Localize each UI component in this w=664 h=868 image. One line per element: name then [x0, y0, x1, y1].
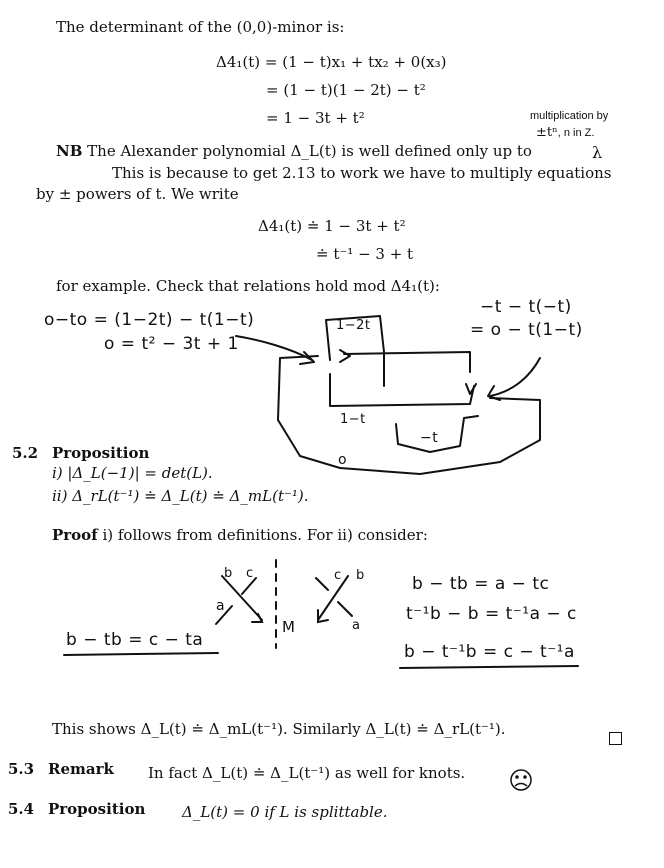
label-minus-t: −t	[420, 430, 439, 446]
arrow-mid-head	[340, 350, 350, 362]
label-o: o	[338, 452, 348, 468]
det-line-3: = 1 − 3t + t²	[266, 109, 365, 127]
det-line-1: Δ4₁(t) = (1 − t)x₁ + tx₂ + 0(x₃)	[216, 53, 447, 71]
qed-box-icon	[609, 732, 622, 745]
prop52-part-i: i) |Δ_L(−1)| = det(L).	[52, 464, 213, 482]
crossing-left-b: b	[224, 566, 233, 581]
nb-line-3: by ± powers of t. We write	[36, 185, 239, 203]
knot-strand-inner	[330, 374, 474, 406]
lambda-symbol: λ	[592, 143, 603, 162]
sad-face-icon	[511, 770, 531, 790]
crossing-right-b: b	[356, 568, 365, 583]
crossing-left-a: a	[216, 598, 226, 614]
label-1-t: 1−t	[340, 412, 366, 427]
shows-line: This shows Δ_L(t) ≐ Δ_mL(t⁻¹). Similarly Δ_L(t) ≐ Δ_rL(t⁻¹).	[52, 720, 506, 738]
margin-note-suffix: , n in Z.	[557, 127, 595, 139]
crossing-right-a: a	[352, 618, 361, 633]
underline-left-eq	[64, 653, 218, 655]
hand-eq-1: o−to = (1−2t) − t(1−t)	[44, 310, 255, 330]
knot-strand-upper	[344, 352, 470, 372]
det-line-2: = (1 − t)(1 − 2t) − t²	[266, 81, 426, 99]
approx-line-2: ≐ t⁻¹ − 3 + t	[316, 245, 414, 263]
nb-text: The Alexander polynomial Δ_L(t) is well defined only up to	[87, 142, 532, 160]
hand-eq-2: o = t² − 3t + 1	[104, 334, 239, 354]
check-text: for example. Check that relations hold mod Δ4₁(t):	[56, 277, 440, 295]
margin-note-tn: ±tⁿ	[536, 125, 558, 140]
hand-eq-3: −t − t(−t)	[480, 297, 572, 317]
proof-label: Proof	[52, 526, 98, 544]
crossing-right-under-top	[316, 578, 328, 590]
prop52-number: 5.2	[12, 444, 39, 462]
crossing-eq-r1: b − tb = a − tc	[412, 574, 550, 594]
approx-line-1: Δ4₁(t) ≐ 1 − 3t + t²	[258, 217, 406, 235]
nb-line-2: This is because to get 2.13 to work we have to multiply equations	[112, 164, 612, 182]
proof-line	[52, 526, 428, 544]
crossing-right-over	[318, 576, 348, 620]
proof-text: i) follows from definitions. For ii) consider:	[102, 526, 428, 544]
crossing-eq-r2: t⁻¹b − b = t⁻¹a − c	[406, 604, 577, 624]
crossing-left-c: c	[246, 566, 254, 581]
prop52-title: Proposition	[52, 444, 150, 462]
crossing-right-c: c	[334, 568, 342, 583]
margin-note-line1: multiplication by	[530, 110, 609, 122]
crossing-eq-left: b − tb = c − ta	[66, 630, 204, 650]
mirror-label: M	[282, 618, 296, 636]
prop54-number: 5.4	[8, 800, 35, 818]
crossing-right-under-bottom	[338, 602, 352, 616]
label-1-2t: 1−2t	[336, 318, 371, 333]
arrow-down-head	[466, 384, 476, 394]
nb-label: NB	[56, 142, 83, 160]
underline-right-eq	[400, 666, 578, 668]
prop52-part-ii: ii) Δ_rL(t⁻¹) ≐ Δ_L(t) ≐ Δ_mL(t⁻¹).	[52, 487, 309, 505]
hand-eq-4: = o − t(1−t)	[470, 320, 583, 340]
remark53-text: In fact Δ_L(t) ≐ Δ_L(t⁻¹) as well for knots.	[148, 764, 466, 782]
crossing-eq-r3: b − t⁻¹b = c − t⁻¹a	[404, 642, 575, 662]
intro-text: The determinant of the (0,0)-minor is:	[56, 18, 345, 36]
prop54-text: Δ_L(t) = 0 if L is splittable.	[182, 803, 388, 821]
remark53-title: Remark	[48, 760, 114, 778]
remark53-number: 5.3	[8, 760, 35, 778]
prop54-title: Proposition	[48, 800, 146, 818]
arrow-right	[490, 358, 540, 396]
knot-strand-outer	[278, 356, 540, 474]
crossing-left-over	[222, 576, 262, 620]
